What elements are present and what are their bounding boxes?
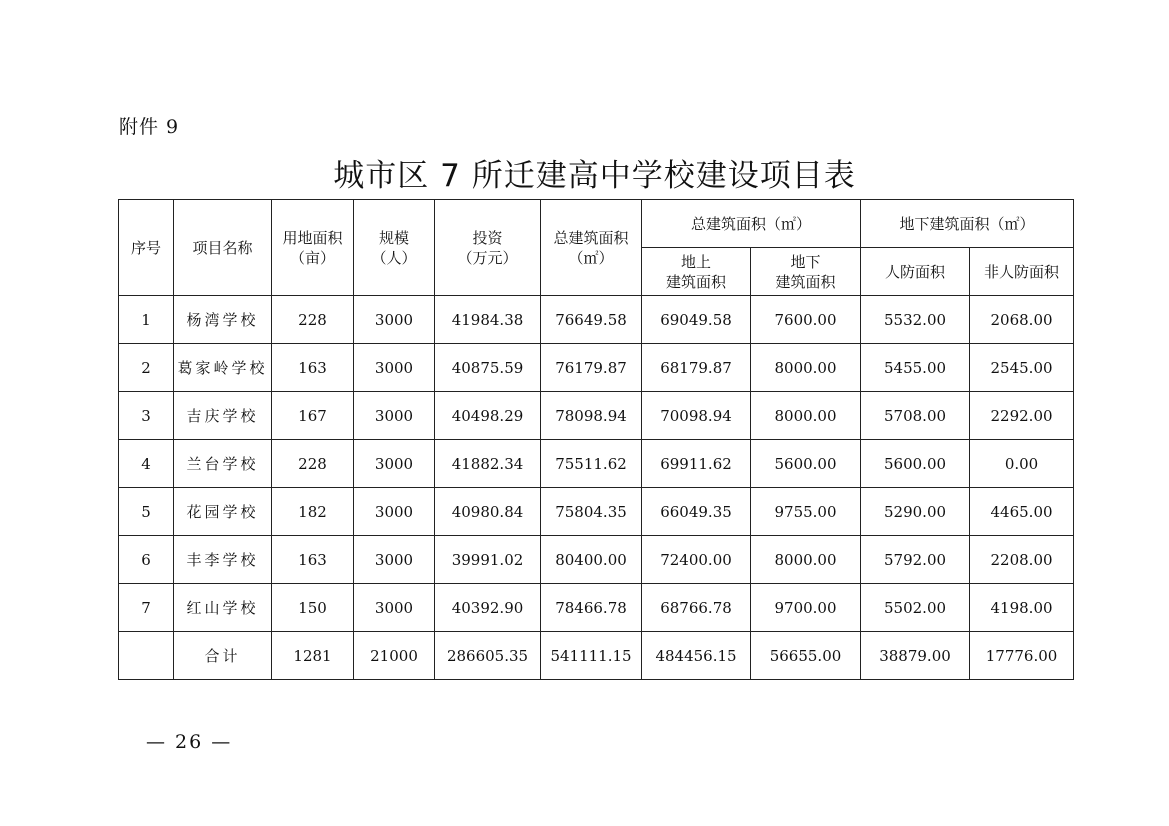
header-project-name: 项目名称 [174, 200, 272, 296]
cell-non-defense: 2068.00 [970, 296, 1074, 344]
cell-defense: 5532.00 [861, 296, 970, 344]
cell-non-defense: 4198.00 [970, 584, 1074, 632]
header-underground-line1: 地下 [790, 252, 821, 271]
cell-scale: 3000 [354, 536, 435, 584]
cell-land: 182 [272, 488, 354, 536]
project-table [118, 199, 1074, 680]
cell-non-defense: 2208.00 [970, 536, 1074, 584]
cell-scale: 3000 [354, 296, 435, 344]
cell-name: 杨湾学校 [174, 296, 272, 344]
cell-total: 80400.00 [541, 536, 642, 584]
header-underground-line2: 建筑面积 [775, 272, 836, 291]
total-scale: 21000 [354, 632, 435, 680]
header-seq: 序号 [119, 200, 174, 296]
cell-total: 76649.58 [541, 296, 642, 344]
header-land-area [272, 200, 354, 296]
cell-name: 花园学校 [174, 488, 272, 536]
header-row-1 [119, 200, 1074, 248]
cell-non-defense: 2545.00 [970, 344, 1074, 392]
attachment-label: 附件 9 [119, 116, 180, 138]
cell-seq: 4 [119, 440, 174, 488]
cell-total: 75511.62 [541, 440, 642, 488]
header-above-ground-line1: 地上 [680, 252, 711, 271]
cell-non-defense: 2292.00 [970, 392, 1074, 440]
cell-seq: 6 [119, 536, 174, 584]
cell-scale: 3000 [354, 344, 435, 392]
cell-above: 70098.94 [642, 392, 751, 440]
total-seq [119, 632, 174, 680]
header-total-building-area-unit: （㎡） [568, 248, 614, 267]
total-label: 合计 [174, 632, 272, 680]
total-defense: 38879.00 [861, 632, 970, 680]
cell-scale: 3000 [354, 392, 435, 440]
page-number: — 26 — [146, 731, 233, 753]
cell-under: 5600.00 [751, 440, 861, 488]
cell-land: 163 [272, 344, 354, 392]
table-row [119, 584, 1074, 632]
table-row [119, 488, 1074, 536]
table-row [119, 296, 1074, 344]
table-row [119, 344, 1074, 392]
cell-defense: 5708.00 [861, 392, 970, 440]
cell-total: 78098.94 [541, 392, 642, 440]
cell-defense: 5792.00 [861, 536, 970, 584]
cell-defense: 5600.00 [861, 440, 970, 488]
cell-above: 66049.35 [642, 488, 751, 536]
cell-seq: 2 [119, 344, 174, 392]
header-investment-unit: （万元） [457, 248, 518, 267]
cell-above: 72400.00 [642, 536, 751, 584]
header-scale [354, 200, 435, 296]
cell-investment: 41984.38 [435, 296, 541, 344]
cell-land: 150 [272, 584, 354, 632]
cell-land: 228 [272, 296, 354, 344]
cell-land: 167 [272, 392, 354, 440]
header-land-area-unit: （亩） [289, 248, 335, 267]
cell-name: 丰李学校 [174, 536, 272, 584]
cell-under: 9700.00 [751, 584, 861, 632]
cell-above: 68766.78 [642, 584, 751, 632]
cell-under: 8000.00 [751, 392, 861, 440]
cell-defense: 5455.00 [861, 344, 970, 392]
total-above: 484456.15 [642, 632, 751, 680]
cell-non-defense: 0.00 [970, 440, 1074, 488]
cell-investment: 40875.59 [435, 344, 541, 392]
cell-above: 69911.62 [642, 440, 751, 488]
cell-under: 8000.00 [751, 536, 861, 584]
cell-under: 7600.00 [751, 296, 861, 344]
cell-investment: 40392.90 [435, 584, 541, 632]
cell-non-defense: 4465.00 [970, 488, 1074, 536]
header-above-ground-line2: 建筑面积 [665, 272, 726, 291]
cell-name: 葛家岭学校 [174, 344, 272, 392]
header-investment [435, 200, 541, 296]
cell-scale: 3000 [354, 584, 435, 632]
cell-investment: 39991.02 [435, 536, 541, 584]
header-above-ground [642, 248, 751, 296]
cell-total: 76179.87 [541, 344, 642, 392]
cell-defense: 5290.00 [861, 488, 970, 536]
cell-investment: 41882.34 [435, 440, 541, 488]
cell-name: 红山学校 [174, 584, 272, 632]
cell-land: 163 [272, 536, 354, 584]
header-scale-label: 规模 [378, 228, 409, 247]
cell-investment: 40980.84 [435, 488, 541, 536]
cell-above: 69049.58 [642, 296, 751, 344]
cell-defense: 5502.00 [861, 584, 970, 632]
table-row [119, 440, 1074, 488]
cell-total: 78466.78 [541, 584, 642, 632]
cell-seq: 3 [119, 392, 174, 440]
cell-above: 68179.87 [642, 344, 751, 392]
header-underground [751, 248, 861, 296]
header-non-civil-defense: 非人防面积 [970, 248, 1074, 296]
table-row [119, 392, 1074, 440]
total-total: 541111.15 [541, 632, 642, 680]
table-row [119, 536, 1074, 584]
total-non-defense: 17776.00 [970, 632, 1074, 680]
cell-seq: 7 [119, 584, 174, 632]
totals-row [119, 632, 1074, 680]
header-group-underground-area: 地下建筑面积（㎡） [861, 200, 1074, 248]
cell-scale: 3000 [354, 440, 435, 488]
cell-investment: 40498.29 [435, 392, 541, 440]
cell-land: 228 [272, 440, 354, 488]
cell-seq: 1 [119, 296, 174, 344]
header-investment-label: 投资 [472, 228, 503, 247]
cell-total: 75804.35 [541, 488, 642, 536]
cell-under: 9755.00 [751, 488, 861, 536]
cell-seq: 5 [119, 488, 174, 536]
header-land-area-label: 用地面积 [282, 228, 343, 247]
header-civil-defense: 人防面积 [861, 248, 970, 296]
page-title: 城市区 7 所迁建高中学校建设项目表 [333, 158, 856, 194]
total-land: 1281 [272, 632, 354, 680]
cell-name: 兰台学校 [174, 440, 272, 488]
header-total-building-area [541, 200, 642, 296]
total-under: 56655.00 [751, 632, 861, 680]
cell-scale: 3000 [354, 488, 435, 536]
header-scale-unit: （人） [371, 248, 417, 267]
header-total-building-area-label: 总建筑面积 [553, 228, 629, 247]
cell-name: 吉庆学校 [174, 392, 272, 440]
total-investment: 286605.35 [435, 632, 541, 680]
cell-under: 8000.00 [751, 344, 861, 392]
header-group-total-area: 总建筑面积（㎡） [642, 200, 861, 248]
